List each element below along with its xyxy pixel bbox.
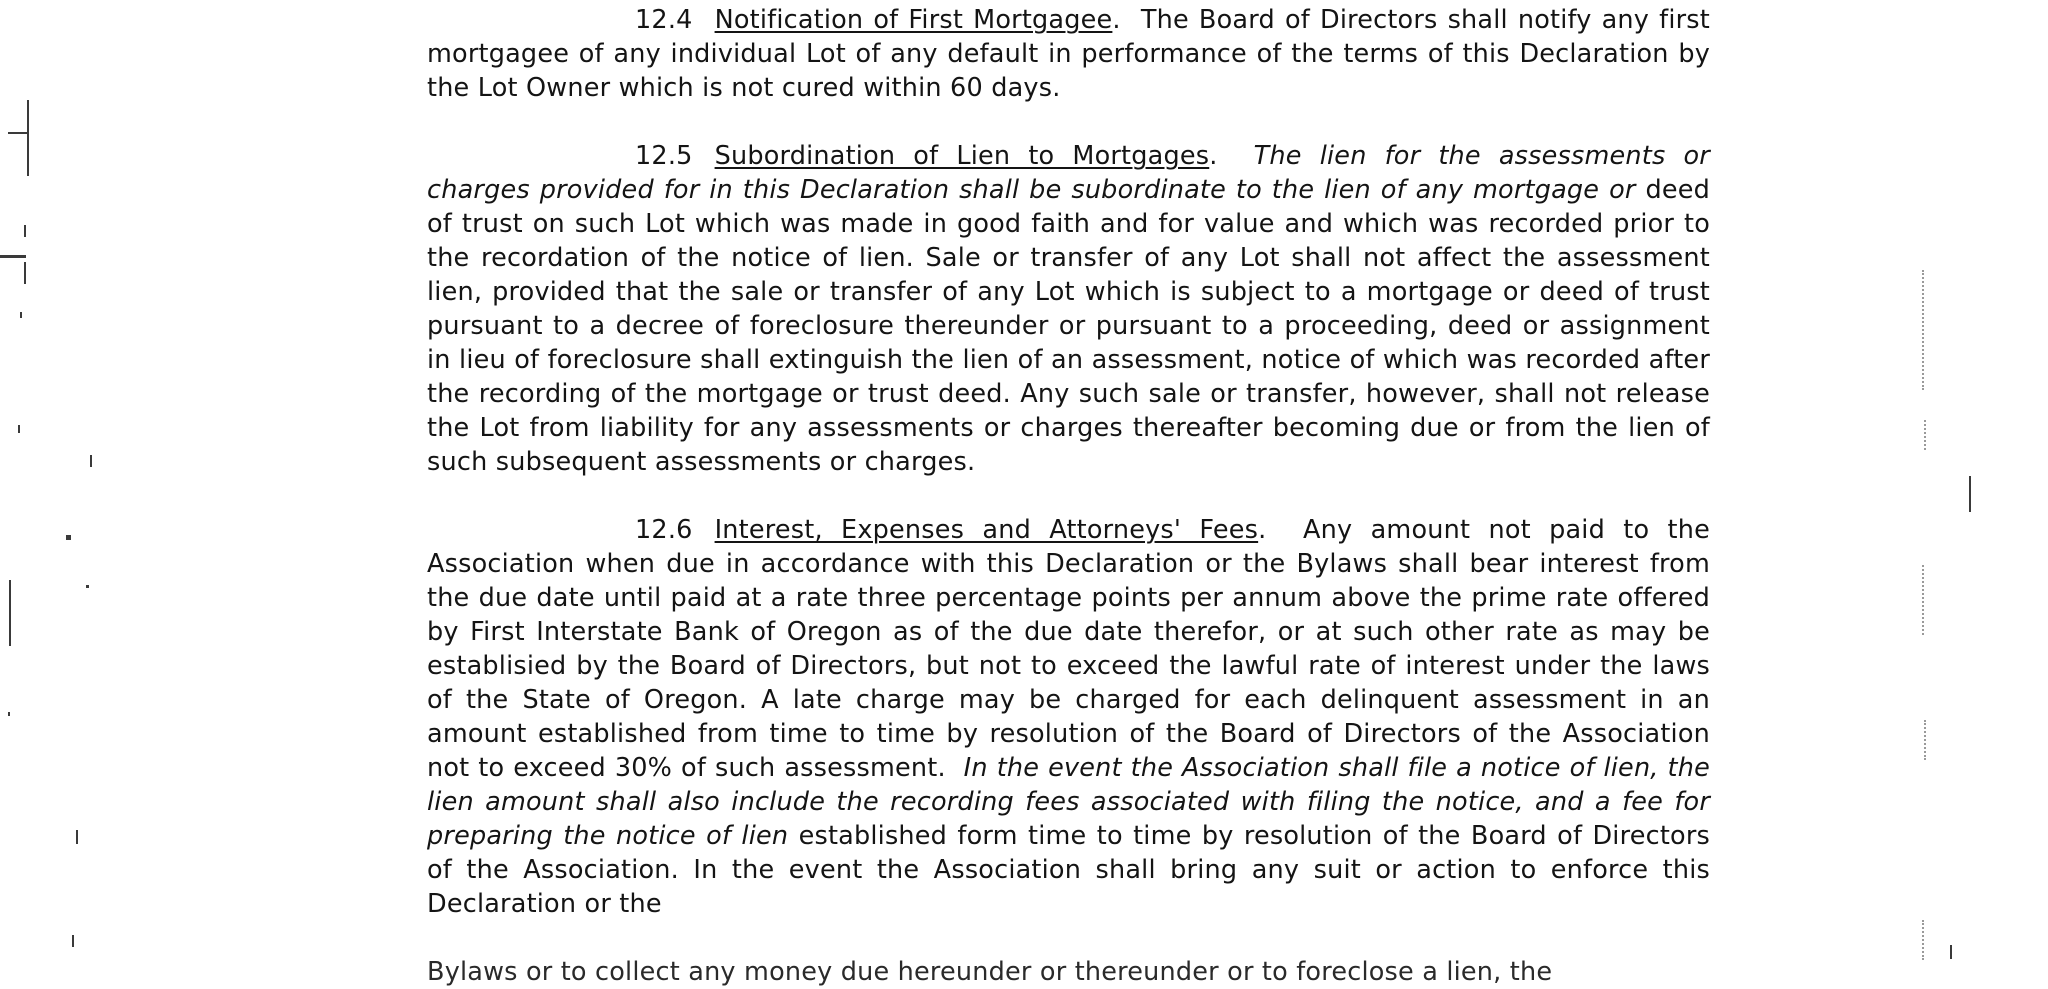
section-heading: Subordination of Lien to Mortgages xyxy=(714,141,1210,171)
section-number: 12.5 xyxy=(635,141,693,171)
scan-artifact xyxy=(72,935,74,947)
section-body: Any amount not paid to the Association when due in accordance with this Declaration or the Bylaws shall bear interest from the due date until paid at a rate three percentage points per annum above the prime rate offered by First Interstate Bank of Oregon as of the due date therefor, or at such other rate as may be establisied by the Board of Directors, but not to exceed the lawful rate of interest under the laws of the State of Oregon. A late charge may be charged for each delinquent assessment in an amount established from time to time by resolution of the Board of Directors of the Association not to exceed 30% of such assessment. xyxy=(427,515,1710,783)
cutoff-text: Bylaws or to collect any money due hereunder or thereunder or to foreclose a lien, the xyxy=(427,957,1553,987)
scan-artifact xyxy=(20,312,22,318)
scan-artifact xyxy=(8,132,28,134)
scan-artifact xyxy=(76,830,78,844)
section-12-5 xyxy=(427,139,1710,479)
section-heading: Notification of First Mortgagee xyxy=(714,5,1113,35)
scan-artifact xyxy=(8,712,10,716)
section-12-6 xyxy=(427,513,1710,921)
heading-period: . xyxy=(1258,515,1267,545)
scan-artifact xyxy=(86,585,89,588)
section-number: 12.6 xyxy=(635,515,693,545)
scan-artifact xyxy=(18,425,20,433)
section-body: The Board of Directors shall notify any first mortgagee of any individual Lot of any default in performance of the terms of this Declaration by the Lot Owner which is not cured within 60 days. xyxy=(427,5,1710,103)
document-text-column xyxy=(427,0,1710,955)
scan-artifact xyxy=(1924,420,1926,450)
section-body-rest: established form time to time by resolution of the Board of Directors of the Association. In the event the Association shall bring any suit or action to enforce this Declaration or the xyxy=(427,821,1710,919)
scan-artifact xyxy=(1969,476,1971,512)
scan-artifact xyxy=(1924,720,1926,760)
scan-artifact xyxy=(24,262,26,284)
scan-artifact xyxy=(66,535,71,540)
scan-artifact xyxy=(27,100,29,176)
scan-artifact xyxy=(9,580,11,646)
scan-artifact xyxy=(1922,565,1924,635)
scan-artifact xyxy=(1950,945,1952,959)
scan-artifact xyxy=(1922,920,1924,960)
scan-artifact xyxy=(0,255,26,258)
section-body-lead: The lien for the assessments or xyxy=(1253,141,1710,171)
scan-artifact xyxy=(1922,270,1924,390)
scan-artifact xyxy=(24,225,26,237)
scan-artifact xyxy=(90,455,92,467)
heading-period: . xyxy=(1112,5,1121,35)
section-12-4 xyxy=(427,3,1710,105)
section-number: 12.4 xyxy=(635,5,693,35)
cutoff-line xyxy=(427,942,1710,987)
section-body-italic: charges provided for in this Declaration shall be subordinate to the lien of any mortgage or xyxy=(427,175,1636,205)
section-body-rest: deed of trust on such Lot which was made in good faith and for value and which was recorded prior to the recordation of the notice of lien. Sale or transfer of any Lot shall not affect the assessment lien, provided that the sale or transfer of any Lot which is subject to a mortgage or deed of trust pursuant to a decree of foreclosure thereunder or pursuant to a proceeding, deed or assignment in lieu of foreclosure shall extinguish the lien of an assessment, notice of which was recorded after the recording of the mortgage or trust deed. Any such sale or transfer, however, shall not release the Lot from liability for any assessments or charges thereafter becoming due or from the lien of such subsequent assessments or charges. xyxy=(427,175,1711,477)
section-heading: Interest, Expenses and Attorneys' Fees xyxy=(714,515,1259,545)
heading-period: . xyxy=(1209,141,1218,171)
section-body-italic: In the event the Association shall file a notice of lien, the lien amount shall also include the recording fees associated with filing the notice, and a fee for preparing the notice of lien xyxy=(427,753,1710,851)
